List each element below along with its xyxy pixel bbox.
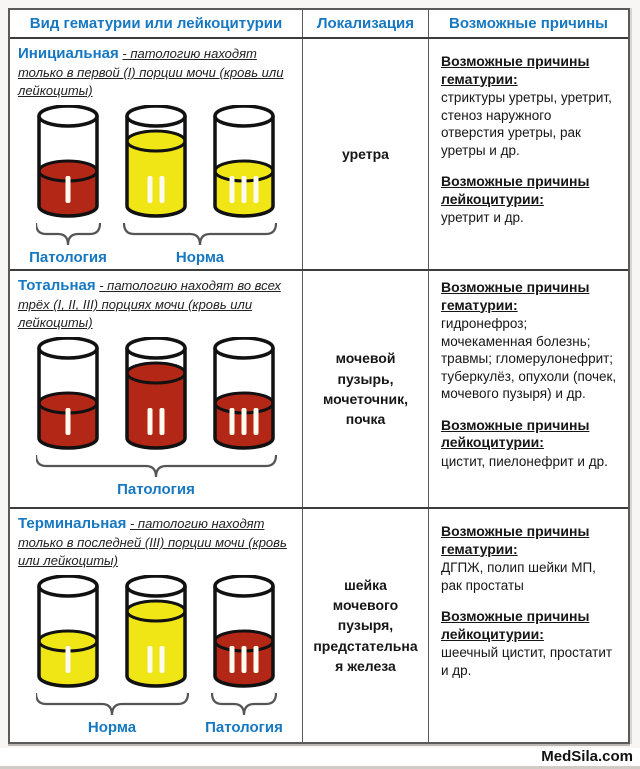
portion-numeral-bar — [160, 408, 165, 435]
glass-rim — [127, 576, 185, 596]
portion-numeral-bar — [254, 646, 259, 673]
row-1-type-cell — [10, 37, 302, 269]
portion-numeral-bar — [230, 176, 235, 203]
header-col-type — [10, 10, 302, 37]
row-2-type-cell — [10, 269, 302, 507]
cause-block-0 — [441, 53, 618, 159]
portion-numeral-bar — [242, 408, 247, 435]
grouping-brace — [36, 455, 276, 477]
type-desc-text: - патологию находят во всех трёх (I, II, III) порциях мочи (кровь или лейкоциты) — [18, 278, 281, 330]
glass-rim — [215, 576, 273, 596]
cause-heading: Возможные причины лейкоцитурии: — [441, 173, 590, 207]
grouping-brace — [36, 223, 100, 245]
header-col-type-label: Вид гематурии или лейкоцитурии — [29, 15, 283, 32]
type-term: Терминальная — [18, 515, 127, 532]
liquid-surface — [127, 363, 185, 383]
brace-label-0: Патология — [29, 249, 107, 267]
type-term: Инициальная — [18, 45, 119, 62]
portion-numeral-bar — [160, 176, 165, 203]
localization-text: мочевой пузырь, мочеточник, почка — [322, 350, 409, 428]
header-col-causes-label: Возможные причины — [448, 15, 608, 32]
urine-sample-beaker-iii — [212, 575, 276, 691]
cause-text: шеечный цистит, простатит и др. — [441, 645, 613, 678]
portion-numeral-bar — [242, 176, 247, 203]
portion-numeral-bar — [254, 408, 259, 435]
row-1-causes-cell — [428, 37, 628, 269]
cause-heading: Возможные причины гематурии: — [441, 279, 590, 313]
urine-sample-beaker-ii — [124, 337, 188, 453]
glass-rim — [39, 106, 97, 126]
header-col-causes — [428, 10, 628, 37]
cause-heading: Возможные причины лейкоцитурии: — [441, 416, 590, 451]
beaker-row — [32, 105, 280, 221]
localization-text: шейка мочевого пузыря, предстательная железа — [313, 576, 418, 674]
urine-sample-beaker-iii — [212, 337, 276, 453]
portion-numeral-bar — [148, 408, 153, 435]
header-col-localization — [302, 10, 428, 37]
cause-text: уретрит и др. — [441, 210, 524, 226]
beaker-illustration — [29, 105, 280, 269]
portion-numeral-bar — [148, 176, 153, 203]
beaker-row — [32, 575, 280, 691]
glass-rim — [127, 106, 185, 126]
cause-block-0 — [441, 279, 618, 403]
glass-rim — [215, 338, 273, 358]
portion-numeral-bar — [66, 408, 71, 435]
type-desc-text: - патологию находят только в последней (III) порции мочи (кровь или лейкоциты) — [18, 516, 287, 568]
row-3-causes-cell — [428, 507, 628, 742]
urine-sample-beaker-ii — [124, 105, 188, 221]
brace-label-0: Норма — [87, 719, 137, 737]
header-col-localization-label: Локализация — [316, 15, 415, 32]
liquid-surface — [127, 131, 185, 151]
portion-numeral-bar — [242, 646, 247, 673]
portion-numeral-bar — [160, 646, 165, 673]
cause-block-0 — [441, 523, 618, 594]
portion-numeral-bar — [230, 408, 235, 435]
type-term: Тотальная — [18, 277, 96, 294]
localization-text: уретра — [342, 145, 389, 162]
cause-text: гидронефроз; мочекаменная болезнь; травмы; гломерулонефрит; туберкулёз, опухоли (почек, мочевого пузыря) и др. — [441, 316, 617, 402]
cause-text: стриктуры уретры, уретрит, стеноз наружного отверстия уретры, рак уретры и др. — [441, 90, 612, 158]
row-2-localization-cell — [302, 269, 428, 507]
glass-rim — [39, 338, 97, 358]
hematuria-types-table — [8, 8, 630, 744]
braces-graphic — [36, 453, 280, 481]
cause-text: ДГПЖ, полип шейки МП, рак простаты — [441, 560, 596, 593]
grouping-brace — [36, 693, 188, 715]
beaker-illustration — [32, 337, 280, 503]
row-3-localization-cell — [302, 507, 428, 742]
type-description — [18, 514, 294, 569]
liquid-surface — [127, 601, 185, 621]
urine-sample-beaker-iii — [212, 105, 276, 221]
cause-heading: Возможные причины лейкоцитурии: — [441, 608, 590, 642]
glass-rim — [127, 338, 185, 358]
type-description — [18, 44, 294, 99]
row-2-causes-cell — [428, 269, 628, 507]
site-watermark: MedSila.com — [541, 748, 633, 765]
urine-sample-beaker-i — [36, 575, 100, 691]
cause-block-1 — [441, 173, 618, 227]
portion-numeral-bar — [66, 646, 71, 673]
type-description — [18, 276, 294, 331]
row-1-localization-cell — [302, 37, 428, 269]
brace-label-0: Патология — [117, 481, 195, 499]
cause-text: цистит, пиелонефрит и др. — [441, 453, 608, 469]
row-3-type-cell — [10, 507, 302, 742]
braces-graphic — [36, 691, 280, 719]
type-desc-text: - патологию находят только в первой (I) порции мочи (кровь или лейкоциты) — [18, 46, 284, 98]
brace-label-1: Патология — [205, 719, 283, 737]
beaker-row — [32, 337, 280, 453]
urine-sample-beaker-i — [36, 337, 100, 453]
cause-block-1 — [441, 417, 618, 471]
grouping-brace — [212, 693, 276, 715]
cause-heading: Возможные причины гематурии: — [441, 53, 590, 87]
urine-sample-beaker-i — [36, 105, 100, 221]
grouping-brace — [124, 223, 276, 245]
brace-label-1: Норма — [175, 249, 225, 267]
portion-numeral-bar — [148, 646, 153, 673]
cause-heading: Возможные причины гематурии: — [441, 523, 590, 557]
glass-rim — [215, 106, 273, 126]
portion-numeral-bar — [254, 176, 259, 203]
glass-rim — [39, 576, 97, 596]
portion-numeral-bar — [230, 646, 235, 673]
brace-labels — [29, 249, 280, 269]
beaker-illustration — [32, 575, 283, 741]
brace-labels — [36, 481, 280, 503]
brace-labels — [36, 719, 283, 741]
cause-block-1 — [441, 608, 618, 679]
braces-graphic — [36, 221, 280, 249]
urine-sample-beaker-ii — [124, 575, 188, 691]
portion-numeral-bar — [66, 176, 71, 203]
